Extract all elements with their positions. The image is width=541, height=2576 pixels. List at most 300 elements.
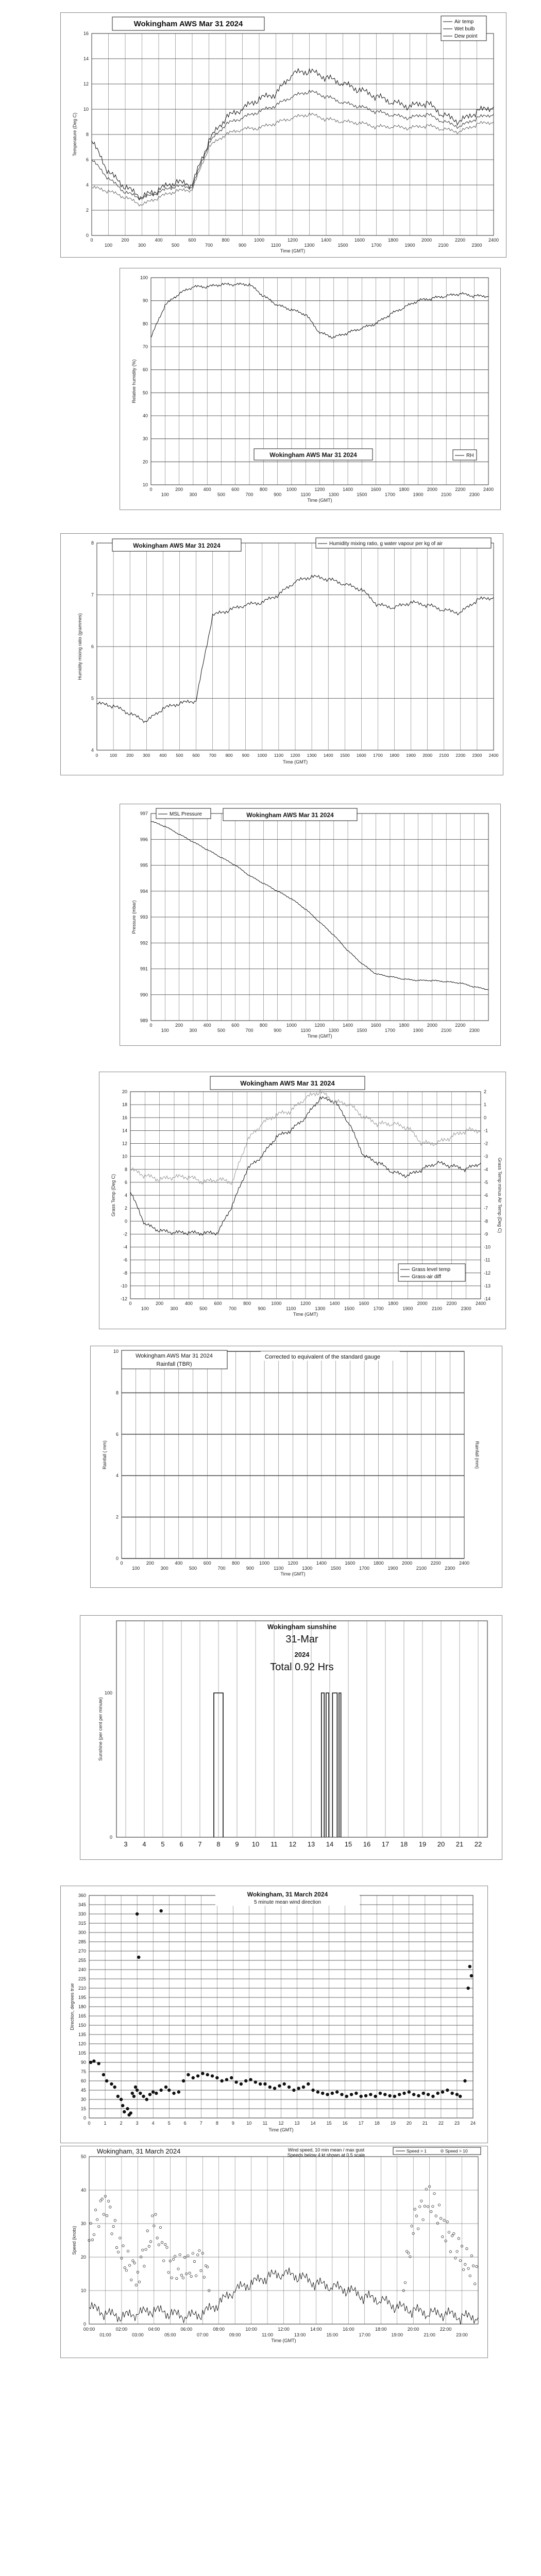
direction-point bbox=[196, 2074, 199, 2077]
y-tick-label: 100 bbox=[104, 1690, 112, 1696]
y2-tick-label: 2 bbox=[484, 1089, 487, 1094]
x-tick-label: 2000 bbox=[402, 1561, 413, 1566]
x-tick-label: 1600 bbox=[345, 1561, 356, 1566]
y-tick-label: 135 bbox=[78, 2032, 86, 2037]
x-tick-label: 100 bbox=[109, 753, 117, 758]
x-tick-label: 1200 bbox=[314, 487, 325, 492]
y-axis-label: Temperature (Deg C) bbox=[72, 112, 77, 157]
y-tick-label: 6 bbox=[86, 157, 89, 162]
x-tick-label: 1600 bbox=[370, 487, 381, 492]
x-tick-label: 2100 bbox=[438, 243, 449, 248]
x-tick-label: 1700 bbox=[384, 492, 395, 497]
pressure-chart-panel bbox=[120, 804, 501, 1046]
y-tick-label: 30 bbox=[80, 2097, 86, 2102]
x-tick-label: 200 bbox=[126, 753, 134, 758]
x-tick-label: 12 bbox=[289, 1840, 297, 1848]
y-tick-label: 8 bbox=[86, 132, 89, 137]
y-tick-label: 6 bbox=[124, 1179, 127, 1185]
direction-point bbox=[326, 2093, 329, 2096]
y-tick-label: 40 bbox=[80, 2188, 86, 2193]
x-tick-label: 2200 bbox=[454, 238, 466, 243]
y-tick-label: 30 bbox=[80, 2221, 86, 2226]
x-tick-label: 2000 bbox=[417, 1301, 428, 1306]
x-tick-label: 22 bbox=[474, 1840, 482, 1848]
x-tick-label: 200 bbox=[175, 1023, 183, 1028]
x-tick-label: 1500 bbox=[340, 753, 350, 758]
x-tick-label: 1300 bbox=[315, 1306, 326, 1311]
x-tick-label: 300 bbox=[189, 1028, 197, 1033]
x-tick-label: 2200 bbox=[446, 1301, 457, 1306]
direction-point bbox=[132, 2095, 136, 2098]
x-tick-label: 11 bbox=[270, 1840, 278, 1848]
x-tick-label: 600 bbox=[192, 753, 200, 758]
grass-temp-chart bbox=[99, 1072, 506, 1330]
y-tick-label: 10 bbox=[83, 107, 89, 112]
y2-tick-label: -10 bbox=[484, 1244, 491, 1250]
x-tick-label: 1800 bbox=[387, 1301, 399, 1306]
x-tick-label: 1500 bbox=[344, 1306, 355, 1311]
y-tick-label: 4 bbox=[124, 1193, 127, 1198]
y-tick-label: 50 bbox=[142, 390, 148, 396]
chart-title: Wokingham, 31 March 2024 bbox=[97, 2147, 181, 2155]
direction-point bbox=[441, 2090, 444, 2093]
x-tick-label: 700 bbox=[217, 1566, 226, 1571]
x-tick-label: 14 bbox=[326, 1840, 334, 1848]
y-tick-label: 16 bbox=[83, 31, 89, 36]
x-tick-label: 2400 bbox=[488, 753, 499, 758]
y-tick-label: 989 bbox=[140, 1018, 148, 1023]
y-tick-label: 4 bbox=[91, 748, 94, 753]
direction-point bbox=[129, 2111, 132, 2114]
y-tick-label: 75 bbox=[80, 2069, 86, 2074]
x-tick-label: 17 bbox=[381, 1840, 390, 1848]
direction-point bbox=[402, 2092, 405, 2095]
legend-entry: Grass level temp bbox=[412, 1267, 451, 1273]
direction-point bbox=[321, 2092, 324, 2095]
direction-point bbox=[470, 1974, 473, 1977]
x-tick-label: 05:00 bbox=[164, 2332, 176, 2337]
x-tick-label: 2200 bbox=[430, 1561, 441, 1566]
x-tick-label: 1900 bbox=[413, 492, 424, 497]
x-tick-label: 2200 bbox=[455, 1023, 466, 1028]
x-tick-label: 600 bbox=[203, 1561, 211, 1566]
x-tick-label: 00:00 bbox=[83, 2327, 95, 2332]
direction-point bbox=[297, 2087, 300, 2090]
x-tick-label: 2000 bbox=[427, 487, 437, 492]
x-tick-label: 14 bbox=[310, 2121, 316, 2126]
y2-tick-label: -4 bbox=[484, 1166, 488, 1172]
sunshine-chart bbox=[80, 1616, 503, 1860]
y2-axis-label: Rainfall (mm) bbox=[475, 1441, 480, 1469]
x-tick-label: 2400 bbox=[483, 487, 494, 492]
direction-point bbox=[340, 2093, 343, 2096]
y-tick-label: 4 bbox=[86, 182, 89, 188]
x-tick-label: 800 bbox=[259, 1023, 267, 1028]
y-tick-label: 14 bbox=[122, 1128, 127, 1133]
x-tick-label: 2000 bbox=[421, 238, 432, 243]
direction-point bbox=[331, 2092, 334, 2095]
chart-title: Wokingham AWS Mar 31 2024 bbox=[240, 1079, 335, 1087]
chart-title: Wokingham sunshine bbox=[267, 1623, 337, 1631]
x-tick-label: 21:00 bbox=[424, 2332, 435, 2337]
chart-annotation: Speeds below 4 kt shown at 0.5 scale bbox=[287, 2153, 365, 2158]
y2-tick-label: -2 bbox=[484, 1141, 488, 1146]
x-tick-label: 100 bbox=[141, 1306, 149, 1311]
x-tick-label: 02:00 bbox=[115, 2327, 128, 2332]
direction-point bbox=[136, 1912, 139, 1916]
x-tick-label: 1100 bbox=[270, 243, 281, 248]
x-tick-label: 1400 bbox=[323, 753, 333, 758]
y-tick-label: 240 bbox=[78, 1967, 86, 1972]
direction-point bbox=[192, 2076, 195, 2079]
direction-point bbox=[350, 2093, 353, 2096]
x-tick-label: 1300 bbox=[304, 243, 315, 248]
wind-speed-chart bbox=[61, 2146, 488, 2359]
x-tick-label: 1800 bbox=[390, 753, 399, 758]
chart-subtitle: 5 minute mean wind direction bbox=[253, 1900, 322, 1905]
x-tick-label: 07:00 bbox=[196, 2332, 209, 2337]
y2-tick-label: -3 bbox=[484, 1154, 488, 1159]
direction-point bbox=[89, 2061, 92, 2064]
x-tick-label: 300 bbox=[170, 1306, 178, 1311]
y-tick-label: 345 bbox=[78, 1902, 86, 1907]
direction-point bbox=[335, 2090, 339, 2093]
y-tick-label: 995 bbox=[140, 862, 148, 868]
x-tick-label: 1100 bbox=[300, 1028, 311, 1033]
direction-point bbox=[110, 2082, 113, 2086]
direction-point bbox=[187, 2073, 190, 2076]
direction-point bbox=[360, 2095, 363, 2098]
direction-point bbox=[466, 1987, 469, 1990]
direction-point bbox=[244, 2079, 247, 2082]
x-tick-label: 20:00 bbox=[407, 2327, 419, 2332]
x-tick-label: 9 bbox=[235, 1840, 239, 1848]
sunshine-chart-panel bbox=[80, 1615, 502, 1860]
y-tick-label: 15 bbox=[80, 2106, 86, 2111]
direction-point bbox=[102, 2073, 105, 2076]
direction-point bbox=[105, 2079, 108, 2082]
x-tick-label: 06:00 bbox=[180, 2327, 193, 2332]
x-tick-label: 11:00 bbox=[262, 2332, 273, 2337]
x-tick-label: 300 bbox=[189, 492, 197, 497]
x-tick-label: 21 bbox=[455, 1840, 464, 1848]
y-axis-label: Sunshine (per cent per minute) bbox=[98, 1697, 103, 1761]
y-tick-label: 2 bbox=[124, 1206, 127, 1211]
x-tick-label: 800 bbox=[243, 1301, 251, 1306]
direction-point bbox=[249, 2078, 252, 2081]
chart-subtitle: Wind speed, 10 min mean / max gust bbox=[288, 2147, 365, 2153]
x-tick-label: 10:00 bbox=[245, 2327, 257, 2332]
grass-temp-chart-panel bbox=[99, 1072, 506, 1329]
y-tick-label: -12 bbox=[120, 1296, 127, 1301]
direction-point bbox=[388, 2094, 391, 2097]
x-tick-label: 900 bbox=[258, 1306, 266, 1311]
x-tick-label: 1700 bbox=[373, 1306, 384, 1311]
x-tick-label: 2000 bbox=[422, 753, 433, 758]
direction-point bbox=[120, 2098, 123, 2101]
x-tick-label: 300 bbox=[138, 243, 146, 248]
direction-point bbox=[230, 2076, 233, 2079]
x-tick-label: 1200 bbox=[288, 1561, 298, 1566]
x-tick-label: 1400 bbox=[320, 238, 332, 243]
x-tick-label: 1900 bbox=[404, 243, 415, 248]
y-axis-label: Pressure (mbar) bbox=[131, 900, 137, 934]
y-tick-label: 270 bbox=[78, 1948, 86, 1954]
y-axis-label: Rainfall ( mm) bbox=[102, 1440, 107, 1470]
y-tick-label: 10 bbox=[142, 482, 148, 487]
x-tick-label: 19:00 bbox=[391, 2332, 403, 2337]
x-tick-label: 2400 bbox=[475, 1301, 486, 1306]
y-tick-label: 10 bbox=[80, 2288, 86, 2293]
x-tick-label: 1800 bbox=[373, 1561, 384, 1566]
x-tick-label: 2400 bbox=[488, 238, 499, 243]
y-tick-label: 100 bbox=[140, 275, 148, 280]
x-tick-label: 0 bbox=[120, 1561, 123, 1566]
x-tick-label: 1100 bbox=[285, 1306, 296, 1311]
y2-tick-label: -6 bbox=[484, 1193, 488, 1198]
y-tick-label: 50 bbox=[80, 2154, 86, 2159]
x-tick-label: 100 bbox=[161, 492, 169, 497]
y-tick-label: 8 bbox=[115, 1390, 119, 1396]
direction-point bbox=[126, 2107, 129, 2110]
y-tick-label: 991 bbox=[140, 966, 148, 972]
x-tick-label: 17:00 bbox=[359, 2332, 371, 2337]
y2-tick-label: -13 bbox=[484, 1283, 491, 1289]
x-tick-label: 2300 bbox=[469, 1028, 480, 1033]
y-tick-label: 8 bbox=[91, 540, 94, 546]
x-tick-label: 24 bbox=[470, 2121, 476, 2126]
direction-point bbox=[139, 2092, 142, 2095]
direction-point bbox=[268, 2086, 272, 2089]
direction-point bbox=[283, 2082, 286, 2086]
x-tick-label: 6 bbox=[179, 1840, 183, 1848]
x-tick-label: 0 bbox=[88, 2121, 91, 2126]
y-tick-label: 4 bbox=[115, 1473, 119, 1479]
direction-point bbox=[364, 2094, 367, 2097]
x-tick-label: 18:00 bbox=[375, 2327, 387, 2332]
y-axis-label: Relative humidity (%) bbox=[131, 359, 137, 403]
direction-point bbox=[142, 2095, 145, 2098]
x-tick-label: 22:00 bbox=[439, 2327, 452, 2332]
x-tick-label: 1300 bbox=[307, 753, 317, 758]
x-tick-label: 2300 bbox=[445, 1566, 455, 1571]
x-tick-label: 700 bbox=[245, 492, 253, 497]
direction-point bbox=[182, 2079, 185, 2082]
x-tick-label: 1600 bbox=[354, 238, 365, 243]
x-tick-label: 14:00 bbox=[310, 2327, 322, 2332]
x-tick-label: 1800 bbox=[399, 1023, 410, 1028]
x-tick-label: 08:00 bbox=[213, 2327, 225, 2332]
x-tick-label: 1900 bbox=[402, 1306, 413, 1311]
y-axis-label: Speed (knots) bbox=[72, 2226, 77, 2255]
x-tick-label: 3 bbox=[136, 2121, 139, 2126]
chart-title: Wokingham AWS Mar 31 2024 bbox=[133, 542, 221, 549]
direction-point bbox=[412, 2093, 415, 2096]
y-axis-label: Humidity mixing ratio (grammes) bbox=[77, 613, 82, 680]
direction-point bbox=[431, 2095, 434, 2098]
direction-point bbox=[131, 2092, 134, 2095]
y-tick-label: 18 bbox=[122, 1102, 127, 1108]
x-tick-label: 1900 bbox=[406, 753, 416, 758]
y-tick-label: 994 bbox=[140, 888, 148, 894]
x-tick-label: 1400 bbox=[343, 487, 353, 492]
x-tick-label: 4 bbox=[142, 1840, 146, 1848]
x-tick-label: 600 bbox=[231, 1023, 240, 1028]
x-tick-label: 1700 bbox=[373, 753, 383, 758]
x-tick-label: 10 bbox=[251, 1840, 260, 1848]
x-tick-label: 1800 bbox=[399, 487, 410, 492]
mixing-ratio-chart bbox=[61, 534, 504, 776]
y-tick-label: 0 bbox=[83, 2115, 86, 2121]
x-tick-label: 1500 bbox=[337, 243, 348, 248]
y-tick-label: -6 bbox=[123, 1257, 127, 1263]
chart-title: Wokingham AWS Mar 31 2024 bbox=[136, 1353, 213, 1359]
x-axis-label: Time (GMT) bbox=[307, 498, 332, 503]
x-tick-label: 9 bbox=[231, 2121, 234, 2126]
x-tick-label: 0 bbox=[149, 1023, 153, 1028]
direction-point bbox=[288, 2086, 291, 2089]
y2-tick-label: -9 bbox=[484, 1231, 488, 1237]
y-tick-label: -10 bbox=[120, 1283, 127, 1289]
direction-point bbox=[215, 2076, 218, 2079]
x-tick-label: 18 bbox=[374, 2121, 380, 2126]
wind-speed-chart-panel bbox=[60, 2146, 488, 2358]
x-tick-label: 6 bbox=[183, 2121, 187, 2126]
x-tick-label: 500 bbox=[176, 753, 183, 758]
x-tick-label: 1000 bbox=[286, 1023, 297, 1028]
x-tick-label: 8 bbox=[215, 2121, 218, 2126]
direction-point bbox=[383, 2093, 386, 2096]
x-tick-label: 11 bbox=[262, 2121, 268, 2126]
x-tick-label: 500 bbox=[189, 1566, 197, 1571]
humidity-chart-panel bbox=[120, 268, 501, 510]
direction-point bbox=[463, 2079, 466, 2082]
x-tick-label: 100 bbox=[104, 243, 113, 248]
y-tick-label: 6 bbox=[91, 644, 94, 649]
y-tick-label: 0 bbox=[115, 1556, 119, 1561]
y-tick-label: 20 bbox=[142, 459, 148, 465]
y-tick-label: 20 bbox=[122, 1089, 127, 1094]
x-tick-label: 19 bbox=[418, 1840, 427, 1848]
direction-point bbox=[92, 2059, 95, 2062]
y-tick-label: 285 bbox=[78, 1939, 86, 1944]
x-tick-label: 200 bbox=[156, 1301, 164, 1306]
x-tick-label: 100 bbox=[161, 1028, 169, 1033]
chart-title: Wokingham AWS Mar 31 2024 bbox=[133, 20, 243, 28]
legend-entry: Humidity mixing ratio, g water vapour per kg of air bbox=[329, 541, 443, 547]
x-tick-label: 7 bbox=[199, 2121, 202, 2126]
direction-point bbox=[121, 2104, 124, 2107]
y-tick-label: 8 bbox=[124, 1166, 127, 1172]
x-tick-label: 800 bbox=[232, 1561, 240, 1566]
x-axis-label: Time (GMT) bbox=[268, 2127, 294, 2132]
x-tick-label: 16 bbox=[342, 2121, 348, 2126]
direction-point bbox=[159, 1909, 162, 1912]
legend-entry: Wet bulb bbox=[454, 26, 475, 32]
x-tick-label: 1000 bbox=[286, 487, 297, 492]
y-tick-label: 30 bbox=[142, 436, 148, 442]
direction-point bbox=[167, 2089, 171, 2092]
x-tick-label: 800 bbox=[225, 753, 233, 758]
direction-point bbox=[307, 2082, 310, 2086]
x-tick-label: 1700 bbox=[359, 1566, 370, 1571]
x-tick-label: 700 bbox=[205, 243, 213, 248]
y2-tick-label: -12 bbox=[484, 1270, 491, 1276]
direction-point bbox=[354, 2092, 358, 2095]
x-tick-label: 1200 bbox=[290, 753, 300, 758]
x-tick-label: 2300 bbox=[461, 1306, 471, 1311]
x-tick-label: 1600 bbox=[356, 753, 366, 758]
wind-direction-chart-panel bbox=[60, 1886, 488, 2143]
y-tick-label: 210 bbox=[78, 1986, 86, 1991]
x-tick-label: 1300 bbox=[328, 1028, 339, 1033]
direction-point bbox=[398, 2093, 401, 2096]
y-tick-label: 10 bbox=[113, 1349, 119, 1354]
direction-point bbox=[151, 2090, 155, 2093]
x-tick-label: 5 bbox=[167, 2121, 171, 2126]
direction-point bbox=[379, 2092, 382, 2095]
x-tick-label: 12 bbox=[278, 2121, 284, 2126]
y-tick-label: -2 bbox=[123, 1231, 127, 1237]
x-tick-label: 23 bbox=[454, 2121, 460, 2126]
x-tick-label: 22 bbox=[438, 2121, 444, 2126]
x-tick-label: 3 bbox=[124, 1840, 128, 1848]
y-tick-label: 993 bbox=[140, 914, 148, 920]
x-tick-label: 2100 bbox=[431, 1306, 443, 1311]
y-tick-label: 992 bbox=[140, 940, 148, 946]
y-tick-label: 225 bbox=[78, 1976, 86, 1981]
x-tick-label: 400 bbox=[175, 1561, 183, 1566]
direction-point bbox=[345, 2095, 348, 2098]
x-tick-label: 19 bbox=[390, 2121, 396, 2126]
x-tick-label: 1800 bbox=[387, 238, 399, 243]
direction-point bbox=[172, 2092, 175, 2095]
pressure-chart bbox=[120, 804, 501, 1046]
y-tick-label: 90 bbox=[142, 298, 148, 303]
direction-point bbox=[422, 2092, 425, 2095]
x-tick-label: 100 bbox=[132, 1566, 140, 1571]
x-tick-label: 03:00 bbox=[132, 2332, 144, 2337]
x-tick-label: 400 bbox=[159, 753, 167, 758]
y-tick-label: 5 bbox=[91, 696, 94, 701]
chart-title: Wokingham AWS Mar 31 2024 bbox=[246, 811, 334, 819]
y-tick-label: 60 bbox=[80, 2078, 86, 2083]
y-tick-label: 997 bbox=[140, 811, 148, 816]
x-tick-label: 1400 bbox=[316, 1561, 327, 1566]
x-tick-label: 16 bbox=[363, 1840, 371, 1848]
direction-point bbox=[234, 2080, 238, 2083]
direction-point bbox=[311, 2089, 314, 2092]
x-tick-label: 300 bbox=[143, 753, 150, 758]
legend-entry: Dew point bbox=[454, 33, 478, 39]
direction-point bbox=[302, 2086, 305, 2089]
x-tick-label: 600 bbox=[188, 238, 196, 243]
x-tick-label: 500 bbox=[217, 1028, 225, 1033]
x-tick-label: 2300 bbox=[469, 492, 480, 497]
x-tick-label: 1300 bbox=[328, 492, 339, 497]
x-tick-label: 8 bbox=[216, 1840, 221, 1848]
x-tick-label: 800 bbox=[222, 238, 230, 243]
x-tick-label: 1300 bbox=[302, 1566, 313, 1571]
x-tick-label: 2100 bbox=[441, 492, 452, 497]
x-tick-label: 1100 bbox=[274, 1566, 284, 1571]
x-tick-label: 23:00 bbox=[456, 2332, 468, 2337]
x-axis-label: Time (GMT) bbox=[280, 1571, 306, 1577]
x-tick-label: 20 bbox=[406, 2121, 412, 2126]
x-axis-label: Time (GMT) bbox=[293, 1312, 318, 1317]
direction-point bbox=[134, 2086, 137, 2089]
chart-total: Total 0.92 Hrs bbox=[270, 1662, 334, 1673]
